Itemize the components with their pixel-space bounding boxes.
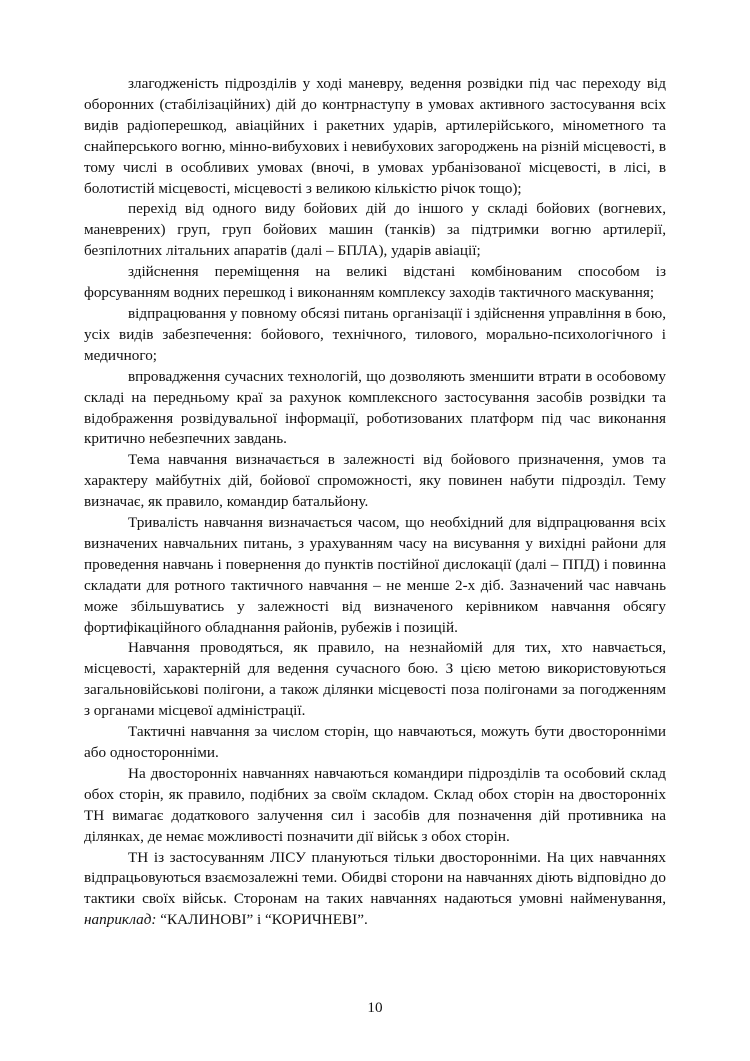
paragraph: Тактичні навчання за числом сторін, що навчаються, можуть бути двосторонніми або односторонніми. xyxy=(84,723,666,761)
paragraph: впровадження сучасних технологій, що дозволяють зменшити втрати в особовому складі на передньому краї за рахунок комплексного застосування засобів розвідки та відображення розвідувальної інформації, роботизованих платформ під час виконання критично небезпечних завдань. xyxy=(84,367,666,448)
paragraph: перехід від одного виду бойових дій до іншого у складі бойових (вогневих, маневрених) груп, груп бойових машин (танків) за підтримки вогню артилерії, безпілотних літальних апаратів (далі – БПЛА), ударів авіації; xyxy=(84,200,666,260)
paragraph: Тема навчання визначається в залежності від бойового призначення, умов та характеру майбутніх дій, бойової спроможності, яку повинен набути підрозділ. Тему визначає, як правило, командир батальйону. xyxy=(84,451,666,511)
body-text xyxy=(84,74,666,931)
page-number: 10 xyxy=(367,999,383,1016)
paragraph: злагодженість підрозділів у ході маневру, ведення розвідки під час переходу від оборонних (стабілізаційних) дій до контрнаступу в умовах активного застосування всіх видів радіоперешкод, авіаційних і ракетних ударів, артилерійського, мінометного та снайперського вогню, мінно-вибухових і невибухових загороджень на різній місцевості, в тому числі в особливих умовах (вночі, в умовах урбанізованої місцевості, в лісі, в болотистій місцевості, місцевості з великою кількістю річок тощо); xyxy=(84,75,666,197)
paragraph: Навчання проводяться, як правило, на незнайомій для тих, хто навчається, місцевості, характерній для ведення сучасного бою. З цією метою використовуються загальновійськові полігони, а також ділянки місцевості поза полігонами за погодженням з органами місцевої адміністрації. xyxy=(84,639,666,720)
paragraph: здійснення переміщення на великі відстані комбінованим способом із форсуванням водних перешкод і виконанням комплексу заходів тактичного маскування; xyxy=(84,263,666,302)
example-label: наприклад: xyxy=(84,911,157,929)
paragraph-text: ТН із застосуванням ЛІСУ плануються тільки двосторонніми. На цих навчаннях відпрацьовуються взаємозалежні теми. Обидві сторони на навчаннях діють відповідно до тактики своїх військ. Сторонам на таких навчаннях надаються умовні найменування, xyxy=(84,848,666,908)
paragraph-last xyxy=(84,848,666,932)
paragraph-text: “КАЛИНОВІ” і “КОРИЧНЕВІ”. xyxy=(156,911,368,929)
paragraph: На двосторонніх навчаннях навчаються командири підрозділів та особовий склад обох сторін, як правило, подібних за своїм складом. Склад обох сторін на двосторонніх ТН вимагає додаткового залучення сил і засобів для позначення дій противника на ділянках, де немає можливості позначити дії військ з обох сторін. xyxy=(84,764,666,845)
paragraph: відпрацювання у повному обсязі питань організації і здійснення управління в бою, усіх видів забезпечення: бойового, технічного, тилового, морально-психологічного і медичного; xyxy=(84,304,666,364)
paragraph: Тривалість навчання визначається часом, що необхідний для відпрацювання всіх визначених навчальних питань, з урахуванням часу на висування у вихідні райони для проведення навчань і повернення до пунктів постійної дислокації (далі – ППД) і повинна складати для ротного тактичного навчання – не менше 2-х діб. Зазначений час навчань може збільшуватись у залежності від визначеного керівником навчання обсягу фортифікаційного обладнання районів, рубежів і позицій. xyxy=(84,514,666,636)
